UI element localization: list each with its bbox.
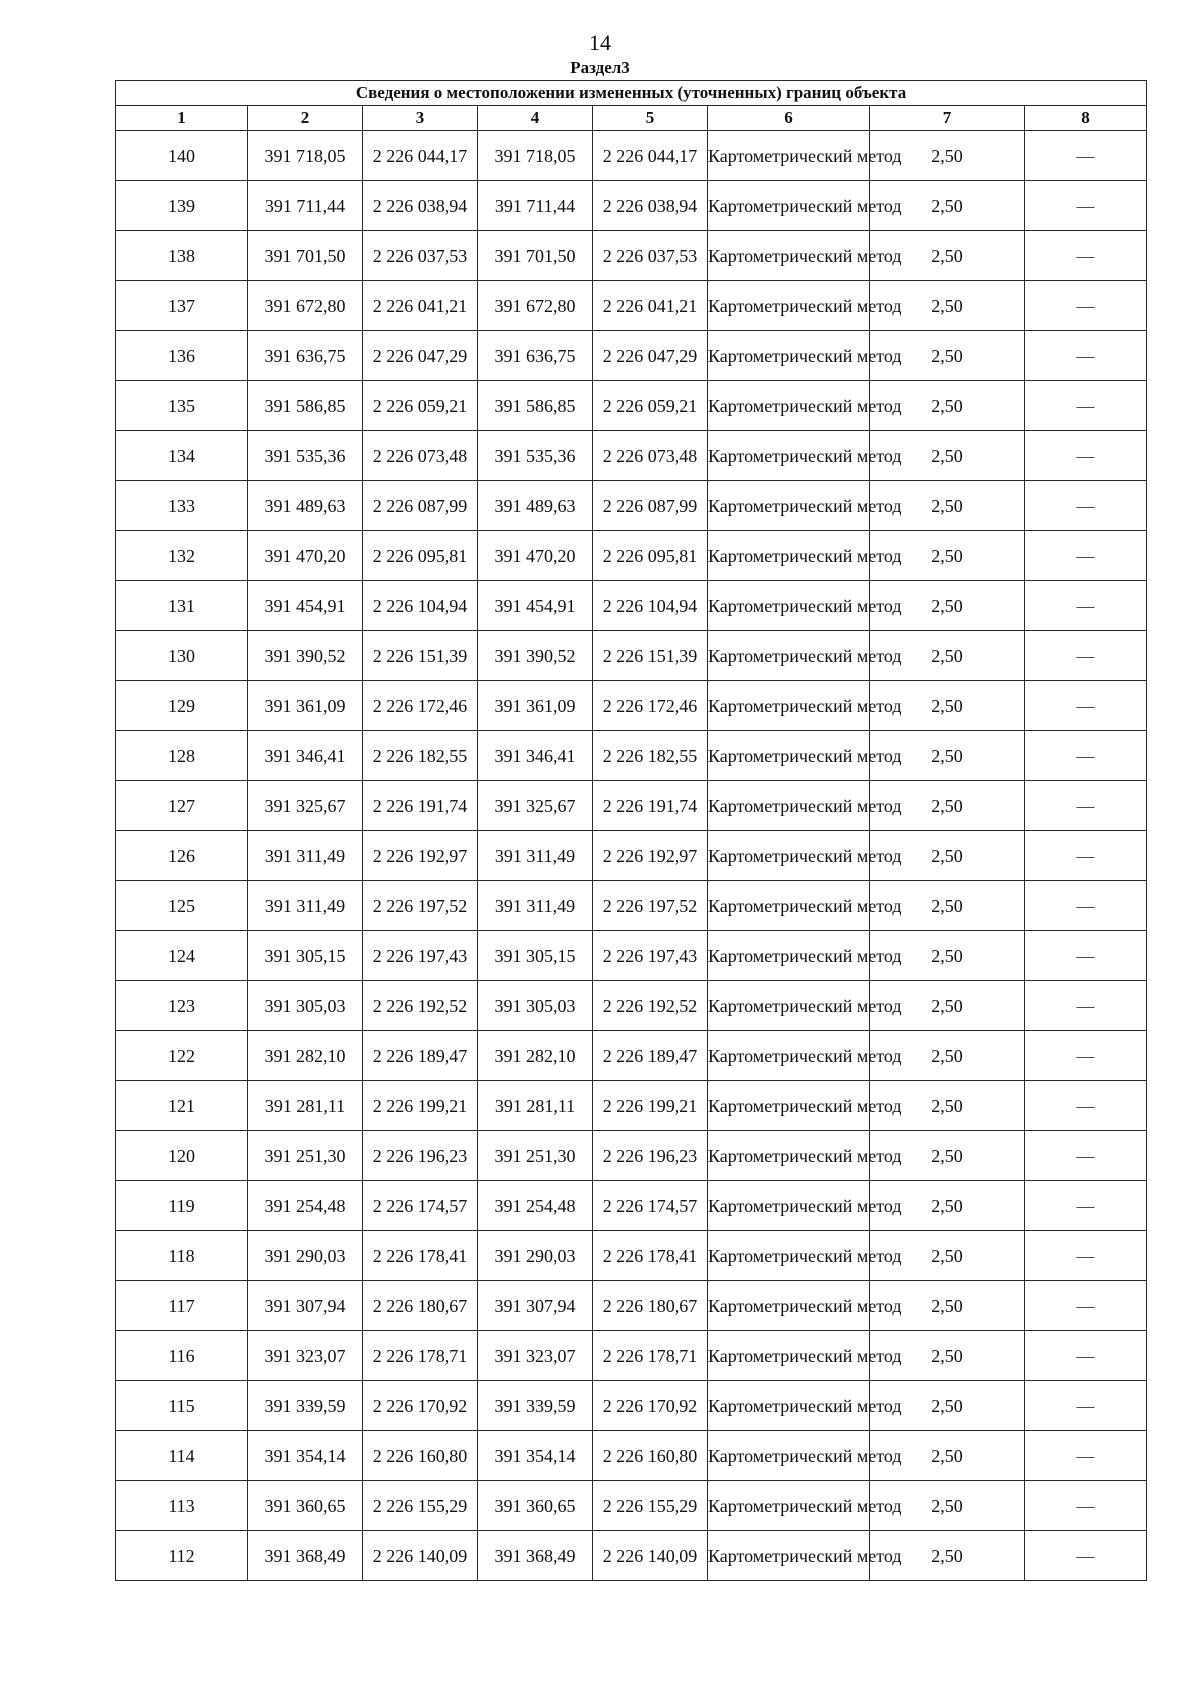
- note-cell: —: [1025, 731, 1147, 781]
- table-row: [116, 631, 1147, 681]
- y-coordinate-new-cell: 2 226 180,67: [593, 1281, 708, 1331]
- method-cell: Картометрический метод: [708, 881, 870, 931]
- method-cell: Картометрический метод: [708, 1081, 870, 1131]
- accuracy-cell: 2,50: [870, 731, 1025, 781]
- method-cell: Картометрический метод: [708, 1231, 870, 1281]
- note-cell: —: [1025, 1481, 1147, 1531]
- x-coordinate-new-cell: 391 354,14: [478, 1431, 593, 1481]
- method-cell: Картометрический метод: [708, 1281, 870, 1331]
- y-coordinate-cell: 2 226 174,57: [363, 1181, 478, 1231]
- table-row: [116, 781, 1147, 831]
- note-cell: —: [1025, 581, 1147, 631]
- note-cell: —: [1025, 681, 1147, 731]
- point-number-cell: 132: [116, 531, 248, 581]
- table-row: [116, 431, 1147, 481]
- x-coordinate-cell: 391 305,15: [248, 931, 363, 981]
- y-coordinate-cell: 2 226 191,74: [363, 781, 478, 831]
- point-number-cell: 139: [116, 181, 248, 231]
- y-coordinate-cell: 2 226 178,71: [363, 1331, 478, 1381]
- method-cell: Картометрический метод: [708, 731, 870, 781]
- method-cell: Картометрический метод: [708, 181, 870, 231]
- accuracy-cell: 2,50: [870, 431, 1025, 481]
- y-coordinate-cell: 2 226 038,94: [363, 181, 478, 231]
- x-coordinate-cell: 391 339,59: [248, 1381, 363, 1431]
- y-coordinate-cell: 2 226 041,21: [363, 281, 478, 331]
- note-cell: —: [1025, 1131, 1147, 1181]
- note-cell: —: [1025, 1031, 1147, 1081]
- table-row: [116, 281, 1147, 331]
- x-coordinate-new-cell: 391 305,15: [478, 931, 593, 981]
- x-coordinate-new-cell: 391 346,41: [478, 731, 593, 781]
- point-number-cell: 131: [116, 581, 248, 631]
- boundary-coordinates-table: [115, 80, 1147, 1581]
- y-coordinate-new-cell: 2 226 192,97: [593, 831, 708, 881]
- y-coordinate-cell: 2 226 095,81: [363, 531, 478, 581]
- accuracy-cell: 2,50: [870, 181, 1025, 231]
- x-coordinate-cell: 391 489,63: [248, 481, 363, 531]
- x-coordinate-cell: 391 346,41: [248, 731, 363, 781]
- point-number-cell: 138: [116, 231, 248, 281]
- y-coordinate-new-cell: 2 226 199,21: [593, 1081, 708, 1131]
- point-number-cell: 113: [116, 1481, 248, 1531]
- note-cell: —: [1025, 1081, 1147, 1131]
- y-coordinate-cell: 2 226 151,39: [363, 631, 478, 681]
- accuracy-cell: 2,50: [870, 531, 1025, 581]
- x-coordinate-new-cell: 391 305,03: [478, 981, 593, 1031]
- accuracy-cell: 2,50: [870, 1131, 1025, 1181]
- table-row: [116, 581, 1147, 631]
- page-number: 14: [589, 30, 611, 55]
- y-coordinate-cell: 2 226 192,52: [363, 981, 478, 1031]
- y-coordinate-new-cell: 2 226 192,52: [593, 981, 708, 1031]
- column-number: 5: [593, 106, 708, 131]
- note-cell: —: [1025, 531, 1147, 581]
- table-row: [116, 1531, 1147, 1581]
- method-cell: Картометрический метод: [708, 531, 870, 581]
- point-number-cell: 112: [116, 1531, 248, 1581]
- method-cell: Картометрический метод: [708, 1331, 870, 1381]
- table-row: [116, 1481, 1147, 1531]
- x-coordinate-new-cell: 391 361,09: [478, 681, 593, 731]
- point-number-cell: 135: [116, 381, 248, 431]
- method-cell: Картометрический метод: [708, 1531, 870, 1581]
- y-coordinate-cell: 2 226 197,52: [363, 881, 478, 931]
- table-row: [116, 381, 1147, 431]
- table-row: [116, 1331, 1147, 1381]
- x-coordinate-cell: 391 305,03: [248, 981, 363, 1031]
- column-number-row: [116, 106, 1147, 131]
- y-coordinate-cell: 2 226 104,94: [363, 581, 478, 631]
- table-row: [116, 1081, 1147, 1131]
- accuracy-cell: 2,50: [870, 631, 1025, 681]
- accuracy-cell: 2,50: [870, 1431, 1025, 1481]
- y-coordinate-new-cell: 2 226 174,57: [593, 1181, 708, 1231]
- y-coordinate-new-cell: 2 226 047,29: [593, 331, 708, 381]
- x-coordinate-cell: 391 323,07: [248, 1331, 363, 1381]
- x-coordinate-cell: 391 535,36: [248, 431, 363, 481]
- y-coordinate-new-cell: 2 226 197,43: [593, 931, 708, 981]
- table-row: [116, 531, 1147, 581]
- note-cell: —: [1025, 1381, 1147, 1431]
- table-row: [116, 1231, 1147, 1281]
- method-cell: Картометрический метод: [708, 1481, 870, 1531]
- accuracy-cell: 2,50: [870, 281, 1025, 331]
- table-row: [116, 1281, 1147, 1331]
- x-coordinate-new-cell: 391 701,50: [478, 231, 593, 281]
- y-coordinate-new-cell: 2 226 160,80: [593, 1431, 708, 1481]
- table-row: [116, 1381, 1147, 1431]
- column-number: 8: [1025, 106, 1147, 131]
- point-number-cell: 117: [116, 1281, 248, 1331]
- x-coordinate-cell: 391 470,20: [248, 531, 363, 581]
- y-coordinate-cell: 2 226 180,67: [363, 1281, 478, 1331]
- method-cell: Картометрический метод: [708, 281, 870, 331]
- y-coordinate-new-cell: 2 226 037,53: [593, 231, 708, 281]
- method-cell: Картометрический метод: [708, 981, 870, 1031]
- method-cell: Картометрический метод: [708, 831, 870, 881]
- table-row: [116, 181, 1147, 231]
- x-coordinate-new-cell: 391 307,94: [478, 1281, 593, 1331]
- x-coordinate-new-cell: 391 281,11: [478, 1081, 593, 1131]
- y-coordinate-new-cell: 2 226 178,41: [593, 1231, 708, 1281]
- note-cell: —: [1025, 931, 1147, 981]
- column-number: 2: [248, 106, 363, 131]
- y-coordinate-new-cell: 2 226 151,39: [593, 631, 708, 681]
- y-coordinate-cell: 2 226 044,17: [363, 131, 478, 181]
- point-number-cell: 125: [116, 881, 248, 931]
- accuracy-cell: 2,50: [870, 1181, 1025, 1231]
- table-row: [116, 831, 1147, 881]
- note-cell: —: [1025, 381, 1147, 431]
- x-coordinate-cell: 391 290,03: [248, 1231, 363, 1281]
- point-number-cell: 137: [116, 281, 248, 331]
- y-coordinate-new-cell: 2 226 172,46: [593, 681, 708, 731]
- y-coordinate-new-cell: 2 226 189,47: [593, 1031, 708, 1081]
- y-coordinate-new-cell: 2 226 087,99: [593, 481, 708, 531]
- method-cell: Картометрический метод: [708, 131, 870, 181]
- y-coordinate-cell: 2 226 197,43: [363, 931, 478, 981]
- point-number-cell: 140: [116, 131, 248, 181]
- accuracy-cell: 2,50: [870, 331, 1025, 381]
- y-coordinate-cell: 2 226 140,09: [363, 1531, 478, 1581]
- x-coordinate-new-cell: 391 311,49: [478, 881, 593, 931]
- x-coordinate-cell: 391 701,50: [248, 231, 363, 281]
- x-coordinate-new-cell: 391 718,05: [478, 131, 593, 181]
- note-cell: —: [1025, 881, 1147, 931]
- accuracy-cell: 2,50: [870, 1331, 1025, 1381]
- y-coordinate-cell: 2 226 073,48: [363, 431, 478, 481]
- note-cell: —: [1025, 1431, 1147, 1481]
- note-cell: —: [1025, 481, 1147, 531]
- x-coordinate-cell: 391 718,05: [248, 131, 363, 181]
- y-coordinate-new-cell: 2 226 170,92: [593, 1381, 708, 1431]
- y-coordinate-new-cell: 2 226 196,23: [593, 1131, 708, 1181]
- x-coordinate-new-cell: 391 323,07: [478, 1331, 593, 1381]
- accuracy-cell: 2,50: [870, 581, 1025, 631]
- table-row: [116, 1131, 1147, 1181]
- accuracy-cell: 2,50: [870, 231, 1025, 281]
- x-coordinate-new-cell: 391 711,44: [478, 181, 593, 231]
- accuracy-cell: 2,50: [870, 1281, 1025, 1331]
- accuracy-cell: 2,50: [870, 681, 1025, 731]
- note-cell: —: [1025, 831, 1147, 881]
- point-number-cell: 134: [116, 431, 248, 481]
- y-coordinate-cell: 2 226 192,97: [363, 831, 478, 881]
- point-number-cell: 133: [116, 481, 248, 531]
- accuracy-cell: 2,50: [870, 881, 1025, 931]
- x-coordinate-cell: 391 711,44: [248, 181, 363, 231]
- table-row: [116, 981, 1147, 1031]
- note-cell: —: [1025, 631, 1147, 681]
- x-coordinate-new-cell: 391 636,75: [478, 331, 593, 381]
- note-cell: —: [1025, 1531, 1147, 1581]
- method-cell: Картометрический метод: [708, 631, 870, 681]
- x-coordinate-new-cell: 391 535,36: [478, 431, 593, 481]
- table-row: [116, 1181, 1147, 1231]
- note-cell: —: [1025, 281, 1147, 331]
- x-coordinate-cell: 391 454,91: [248, 581, 363, 631]
- table-caption: Сведения о местоположении измененных (уточненных) границ объекта: [116, 81, 1147, 106]
- column-number: 1: [116, 106, 248, 131]
- note-cell: —: [1025, 1281, 1147, 1331]
- y-coordinate-new-cell: 2 226 059,21: [593, 381, 708, 431]
- section-title: Раздел3: [570, 58, 630, 77]
- method-cell: Картометрический метод: [708, 681, 870, 731]
- y-coordinate-new-cell: 2 226 041,21: [593, 281, 708, 331]
- table-row: [116, 1031, 1147, 1081]
- x-coordinate-new-cell: 391 470,20: [478, 531, 593, 581]
- y-coordinate-new-cell: 2 226 038,94: [593, 181, 708, 231]
- x-coordinate-new-cell: 391 489,63: [478, 481, 593, 531]
- point-number-cell: 129: [116, 681, 248, 731]
- accuracy-cell: 2,50: [870, 1231, 1025, 1281]
- x-coordinate-new-cell: 391 360,65: [478, 1481, 593, 1531]
- method-cell: Картометрический метод: [708, 581, 870, 631]
- table-row: [116, 1431, 1147, 1481]
- method-cell: Картометрический метод: [708, 381, 870, 431]
- column-number: 7: [870, 106, 1025, 131]
- x-coordinate-new-cell: 391 390,52: [478, 631, 593, 681]
- note-cell: —: [1025, 781, 1147, 831]
- point-number-cell: 120: [116, 1131, 248, 1181]
- note-cell: —: [1025, 1331, 1147, 1381]
- y-coordinate-new-cell: 2 226 104,94: [593, 581, 708, 631]
- note-cell: —: [1025, 331, 1147, 381]
- y-coordinate-cell: 2 226 160,80: [363, 1431, 478, 1481]
- y-coordinate-new-cell: 2 226 182,55: [593, 731, 708, 781]
- accuracy-cell: 2,50: [870, 1081, 1025, 1131]
- accuracy-cell: 2,50: [870, 931, 1025, 981]
- y-coordinate-new-cell: 2 226 044,17: [593, 131, 708, 181]
- note-cell: —: [1025, 131, 1147, 181]
- y-coordinate-cell: 2 226 178,41: [363, 1231, 478, 1281]
- x-coordinate-cell: 391 360,65: [248, 1481, 363, 1531]
- method-cell: Картометрический метод: [708, 331, 870, 381]
- x-coordinate-new-cell: 391 339,59: [478, 1381, 593, 1431]
- method-cell: Картометрический метод: [708, 431, 870, 481]
- column-number: 6: [708, 106, 870, 131]
- point-number-cell: 114: [116, 1431, 248, 1481]
- table-row: [116, 681, 1147, 731]
- note-cell: —: [1025, 1231, 1147, 1281]
- point-number-cell: 128: [116, 731, 248, 781]
- accuracy-cell: 2,50: [870, 831, 1025, 881]
- x-coordinate-cell: 391 636,75: [248, 331, 363, 381]
- x-coordinate-cell: 391 354,14: [248, 1431, 363, 1481]
- column-number: 3: [363, 106, 478, 131]
- y-coordinate-cell: 2 226 182,55: [363, 731, 478, 781]
- y-coordinate-cell: 2 226 059,21: [363, 381, 478, 431]
- y-coordinate-new-cell: 2 226 140,09: [593, 1531, 708, 1581]
- method-cell: Картометрический метод: [708, 781, 870, 831]
- accuracy-cell: 2,50: [870, 1031, 1025, 1081]
- y-coordinate-new-cell: 2 226 155,29: [593, 1481, 708, 1531]
- accuracy-cell: 2,50: [870, 481, 1025, 531]
- x-coordinate-new-cell: 391 251,30: [478, 1131, 593, 1181]
- table-row: [116, 481, 1147, 531]
- y-coordinate-cell: 2 226 199,21: [363, 1081, 478, 1131]
- x-coordinate-cell: 391 361,09: [248, 681, 363, 731]
- y-coordinate-new-cell: 2 226 191,74: [593, 781, 708, 831]
- y-coordinate-new-cell: 2 226 073,48: [593, 431, 708, 481]
- x-coordinate-cell: 391 281,11: [248, 1081, 363, 1131]
- x-coordinate-new-cell: 391 290,03: [478, 1231, 593, 1281]
- x-coordinate-new-cell: 391 586,85: [478, 381, 593, 431]
- y-coordinate-cell: 2 226 087,99: [363, 481, 478, 531]
- y-coordinate-cell: 2 226 047,29: [363, 331, 478, 381]
- point-number-cell: 118: [116, 1231, 248, 1281]
- x-coordinate-new-cell: 391 311,49: [478, 831, 593, 881]
- point-number-cell: 124: [116, 931, 248, 981]
- point-number-cell: 136: [116, 331, 248, 381]
- point-number-cell: 119: [116, 1181, 248, 1231]
- x-coordinate-cell: 391 311,49: [248, 831, 363, 881]
- x-coordinate-cell: 391 672,80: [248, 281, 363, 331]
- x-coordinate-cell: 391 325,67: [248, 781, 363, 831]
- column-number: 4: [478, 106, 593, 131]
- x-coordinate-cell: 391 390,52: [248, 631, 363, 681]
- accuracy-cell: 2,50: [870, 1381, 1025, 1431]
- point-number-cell: 126: [116, 831, 248, 881]
- method-cell: Картометрический метод: [708, 1031, 870, 1081]
- y-coordinate-cell: 2 226 196,23: [363, 1131, 478, 1181]
- method-cell: Картометрический метод: [708, 1431, 870, 1481]
- accuracy-cell: 2,50: [870, 781, 1025, 831]
- x-coordinate-cell: 391 311,49: [248, 881, 363, 931]
- x-coordinate-new-cell: 391 325,67: [478, 781, 593, 831]
- method-cell: Картометрический метод: [708, 1181, 870, 1231]
- y-coordinate-new-cell: 2 226 197,52: [593, 881, 708, 931]
- y-coordinate-new-cell: 2 226 095,81: [593, 531, 708, 581]
- method-cell: Картометрический метод: [708, 481, 870, 531]
- table-row: [116, 731, 1147, 781]
- point-number-cell: 116: [116, 1331, 248, 1381]
- x-coordinate-new-cell: 391 254,48: [478, 1181, 593, 1231]
- table-row: [116, 231, 1147, 281]
- y-coordinate-cell: 2 226 189,47: [363, 1031, 478, 1081]
- point-number-cell: 123: [116, 981, 248, 1031]
- point-number-cell: 130: [116, 631, 248, 681]
- point-number-cell: 122: [116, 1031, 248, 1081]
- x-coordinate-cell: 391 282,10: [248, 1031, 363, 1081]
- x-coordinate-new-cell: 391 282,10: [478, 1031, 593, 1081]
- note-cell: —: [1025, 231, 1147, 281]
- note-cell: —: [1025, 431, 1147, 481]
- y-coordinate-new-cell: 2 226 178,71: [593, 1331, 708, 1381]
- accuracy-cell: 2,50: [870, 381, 1025, 431]
- table-row: [116, 331, 1147, 381]
- table-body: [116, 131, 1147, 1581]
- note-cell: —: [1025, 181, 1147, 231]
- method-cell: Картометрический метод: [708, 931, 870, 981]
- x-coordinate-cell: 391 251,30: [248, 1131, 363, 1181]
- method-cell: Картометрический метод: [708, 1381, 870, 1431]
- y-coordinate-cell: 2 226 037,53: [363, 231, 478, 281]
- y-coordinate-cell: 2 226 172,46: [363, 681, 478, 731]
- method-cell: Картометрический метод: [708, 1131, 870, 1181]
- point-number-cell: 121: [116, 1081, 248, 1131]
- x-coordinate-new-cell: 391 454,91: [478, 581, 593, 631]
- x-coordinate-cell: 391 254,48: [248, 1181, 363, 1231]
- y-coordinate-cell: 2 226 155,29: [363, 1481, 478, 1531]
- accuracy-cell: 2,50: [870, 1481, 1025, 1531]
- table-row: [116, 931, 1147, 981]
- table-row: [116, 131, 1147, 181]
- x-coordinate-new-cell: 391 368,49: [478, 1531, 593, 1581]
- x-coordinate-cell: 391 368,49: [248, 1531, 363, 1581]
- x-coordinate-cell: 391 307,94: [248, 1281, 363, 1331]
- table-row: [116, 881, 1147, 931]
- y-coordinate-cell: 2 226 170,92: [363, 1381, 478, 1431]
- x-coordinate-new-cell: 391 672,80: [478, 281, 593, 331]
- note-cell: —: [1025, 981, 1147, 1031]
- x-coordinate-cell: 391 586,85: [248, 381, 363, 431]
- point-number-cell: 127: [116, 781, 248, 831]
- point-number-cell: 115: [116, 1381, 248, 1431]
- accuracy-cell: 2,50: [870, 981, 1025, 1031]
- note-cell: —: [1025, 1181, 1147, 1231]
- method-cell: Картометрический метод: [708, 231, 870, 281]
- accuracy-cell: 2,50: [870, 1531, 1025, 1581]
- accuracy-cell: 2,50: [870, 131, 1025, 181]
